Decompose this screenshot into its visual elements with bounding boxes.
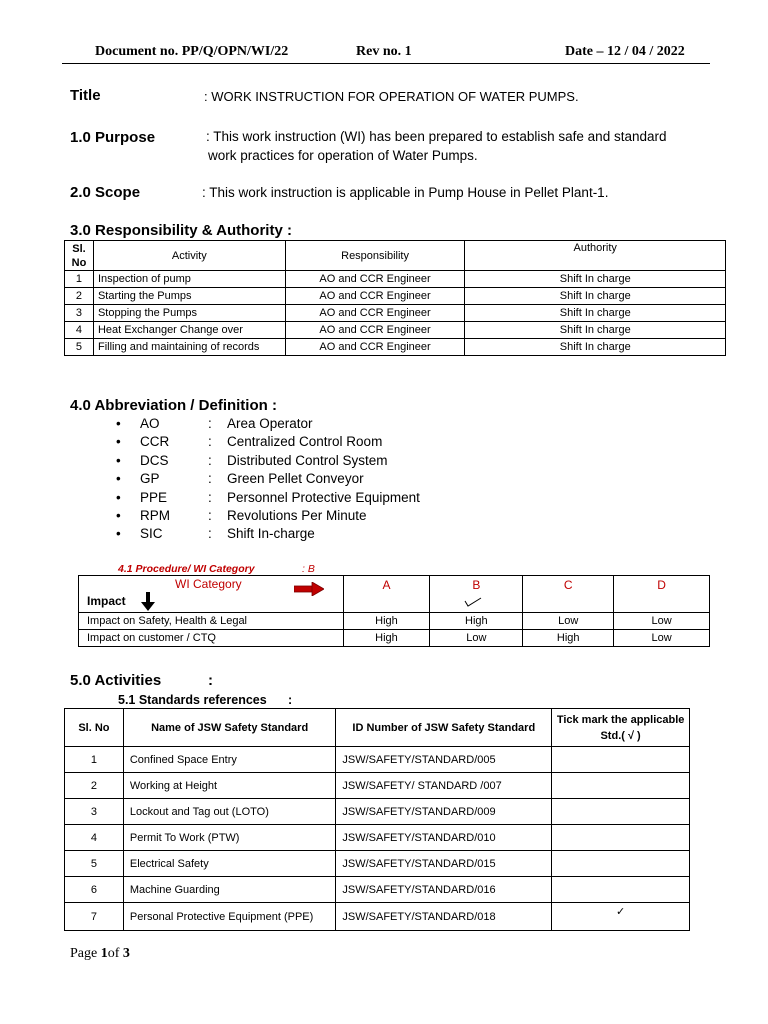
- impact-label: Impact: [87, 594, 126, 608]
- abbr-value: Shift In-charge: [227, 526, 315, 542]
- abbr-colon: :: [208, 526, 212, 542]
- row-sl: 3: [65, 799, 124, 825]
- row-sl: 2: [65, 288, 94, 305]
- list-item: [116, 508, 516, 526]
- abbr-key: AO: [140, 416, 160, 431]
- title-value: : WORK INSTRUCTION FOR OPERATION OF WATER PUMPS.: [204, 89, 579, 104]
- row-responsibility: AO and CCR Engineer: [285, 305, 465, 322]
- row-tick: [552, 773, 690, 799]
- bullet-icon: •: [116, 452, 121, 468]
- abbr-colon: :: [208, 471, 212, 487]
- impact-value: Low: [430, 630, 523, 647]
- category-d-header: D: [614, 576, 710, 613]
- row-sl: 6: [65, 877, 124, 903]
- row-activity: Starting the Pumps: [93, 288, 285, 305]
- impact-row-label: Impact on Safety, Health & Legal: [79, 613, 344, 630]
- page-of: of: [107, 946, 120, 961]
- impact-value: Low: [614, 613, 710, 630]
- impact-value: High: [343, 613, 430, 630]
- table-row: [65, 903, 690, 931]
- abbr-value: Green Pellet Conveyor: [227, 471, 364, 487]
- table-row: [65, 825, 690, 851]
- header-divider: [62, 63, 710, 64]
- table-header-row: [79, 576, 710, 613]
- list-item: [116, 471, 516, 489]
- table-row: [65, 271, 726, 288]
- row-standard-name: Confined Space Entry: [123, 747, 336, 773]
- list-item: [116, 490, 516, 508]
- document-date: Date – 12 / 04 / 2022: [565, 44, 685, 59]
- row-sl: 7: [65, 903, 124, 931]
- impact-value: High: [343, 630, 430, 647]
- scope-label: 2.0 Scope: [70, 184, 141, 201]
- table-row: [79, 630, 710, 647]
- abbr-value: Area Operator: [227, 416, 313, 431]
- abbreviation-list: [116, 416, 516, 545]
- list-item: [116, 416, 516, 434]
- row-authority: Shift In charge: [465, 305, 726, 322]
- table-row: [79, 613, 710, 630]
- bullet-icon: •: [116, 471, 121, 487]
- table-header-row: [65, 241, 726, 271]
- header-responsibility: Responsibility: [285, 241, 465, 271]
- abbr-colon: :: [208, 452, 212, 468]
- bullet-icon: •: [116, 489, 121, 505]
- row-standard-id: JSW/SAFETY/STANDARD/016: [336, 877, 552, 903]
- abbreviation-heading: 4.0 Abbreviation / Definition :: [70, 397, 277, 414]
- page-total: 3: [122, 946, 130, 961]
- header-sl-no: Sl. No: [65, 709, 124, 747]
- row-sl: 4: [65, 322, 94, 339]
- abbr-key: CCR: [140, 434, 170, 450]
- table-row: [65, 322, 726, 339]
- standards-subheading-colon: :: [288, 693, 293, 707]
- row-sl: 3: [65, 305, 94, 322]
- abbr-value: Centralized Control Room: [227, 434, 383, 450]
- abbr-key: RPM: [140, 507, 170, 523]
- procedure-value: : B: [302, 563, 315, 575]
- table-row: [65, 773, 690, 799]
- table-row: [65, 851, 690, 877]
- purpose-text-line2: work practices for operation of Water Pumps.: [208, 148, 478, 163]
- category-a-header: A: [343, 576, 430, 613]
- row-responsibility: AO and CCR Engineer: [285, 322, 465, 339]
- arrow-down-icon: [141, 592, 155, 611]
- impact-row-label: Impact on customer / CTQ: [79, 630, 344, 647]
- row-standard-id: JSW/SAFETY/STANDARD/015: [336, 851, 552, 877]
- bullet-icon: •: [116, 526, 121, 542]
- revision-number: Rev no. 1: [356, 44, 412, 59]
- row-standard-id: JSW/SAFETY/STANDARD/005: [336, 747, 552, 773]
- abbr-colon: :: [208, 507, 212, 523]
- table-row: [65, 799, 690, 825]
- abbr-colon: :: [208, 489, 212, 505]
- impact-value: High: [523, 630, 614, 647]
- row-standard-id: JSW/SAFETY/STANDARD/010: [336, 825, 552, 851]
- list-item: [116, 434, 516, 452]
- row-tick: [552, 747, 690, 773]
- row-tick: [552, 799, 690, 825]
- abbr-key: PPE: [140, 489, 168, 505]
- abbr-key: GP: [140, 471, 160, 487]
- row-activity: Inspection of pump: [93, 271, 285, 288]
- header-standard-id: ID Number of JSW Safety Standard: [336, 709, 552, 747]
- document-number: Document no. PP/Q/OPN/WI/22: [95, 44, 289, 59]
- row-responsibility: AO and CCR Engineer: [285, 339, 465, 356]
- row-sl: 1: [65, 747, 124, 773]
- row-sl: 5: [65, 339, 94, 356]
- category-b-header: [430, 576, 523, 613]
- header-authority: Authority: [465, 241, 726, 271]
- row-standard-name: Electrical Safety: [123, 851, 336, 877]
- table-row: [65, 339, 726, 356]
- row-authority: Shift In charge: [465, 322, 726, 339]
- wi-category-corner-cell: [79, 576, 344, 613]
- row-responsibility: AO and CCR Engineer: [285, 288, 465, 305]
- responsibility-table: [64, 240, 726, 356]
- standards-table: [64, 708, 690, 931]
- table-header-row: [65, 709, 690, 747]
- procedure-heading: 4.1 Procedure/ WI Category: [118, 563, 255, 575]
- row-sl: 5: [65, 851, 124, 877]
- table-row: [65, 305, 726, 322]
- row-tick: [552, 851, 690, 877]
- page-current: 1: [100, 946, 108, 961]
- table-row: [65, 747, 690, 773]
- header-standard-name: Name of JSW Safety Standard: [123, 709, 336, 747]
- abbr-value: Revolutions Per Minute: [227, 507, 367, 523]
- header-activity: Activity: [93, 241, 285, 271]
- table-row: [65, 288, 726, 305]
- abbr-value: Distributed Control System: [227, 452, 388, 468]
- table-row: [65, 877, 690, 903]
- impact-value: Low: [614, 630, 710, 647]
- abbr-key: DCS: [140, 452, 169, 468]
- impact-value: Low: [523, 613, 614, 630]
- header-sl-no: Sl. No: [65, 241, 94, 271]
- header-tick-mark: Tick mark the applicable Std.( √ ): [552, 709, 690, 747]
- row-standard-name: Working at Height: [123, 773, 336, 799]
- responsibility-heading: 3.0 Responsibility & Authority :: [70, 222, 292, 239]
- page-label: Page: [70, 946, 98, 961]
- row-tick: [552, 825, 690, 851]
- row-sl: 4: [65, 825, 124, 851]
- purpose-label: 1.0 Purpose: [70, 129, 156, 146]
- standards-subheading: 5.1 Standards references: [118, 693, 267, 707]
- abbr-value: Personnel Protective Equipment: [227, 489, 420, 505]
- title-label: Title: [70, 87, 101, 104]
- row-tick: [552, 877, 690, 903]
- bullet-icon: •: [116, 416, 121, 431]
- abbr-key: SIC: [140, 526, 163, 542]
- checkmark-icon: [464, 596, 482, 607]
- scope-text: : This work instruction is applicable in Pump House in Pellet Plant-1.: [202, 185, 609, 200]
- row-standard-name: Machine Guarding: [123, 877, 336, 903]
- arrow-right-icon: [294, 582, 324, 596]
- row-activity: Heat Exchanger Change over: [93, 322, 285, 339]
- row-standard-id: JSW/SAFETY/STANDARD/018: [336, 903, 552, 931]
- bullet-icon: •: [116, 434, 121, 450]
- row-tick: ✓: [552, 903, 690, 931]
- activities-heading: 5.0 Activities: [70, 672, 162, 689]
- bullet-icon: •: [116, 507, 121, 523]
- row-sl: 2: [65, 773, 124, 799]
- category-c-header: C: [523, 576, 614, 613]
- row-standard-name: Lockout and Tag out (LOTO): [123, 799, 336, 825]
- row-authority: Shift In charge: [465, 288, 726, 305]
- category-b-label: B: [472, 578, 481, 592]
- page-indicator: [70, 946, 130, 962]
- row-sl: 1: [65, 271, 94, 288]
- wi-category-table: [78, 575, 710, 647]
- purpose-text-line1: : This work instruction (WI) has been prepared to establish safe and standard: [206, 129, 667, 144]
- row-standard-id: JSW/SAFETY/ STANDARD /007: [336, 773, 552, 799]
- row-standard-id: JSW/SAFETY/STANDARD/009: [336, 799, 552, 825]
- row-activity: Stopping the Pumps: [93, 305, 285, 322]
- list-item: [116, 453, 516, 471]
- abbr-colon: :: [208, 434, 212, 450]
- row-responsibility: AO and CCR Engineer: [285, 271, 465, 288]
- abbr-colon: :: [208, 416, 212, 431]
- row-standard-name: Personal Protective Equipment (PPE): [123, 903, 336, 931]
- row-authority: Shift In charge: [465, 271, 726, 288]
- row-standard-name: Permit To Work (PTW): [123, 825, 336, 851]
- row-activity: Filling and maintaining of records: [93, 339, 285, 356]
- row-authority: Shift In charge: [465, 339, 726, 356]
- impact-value: High: [430, 613, 523, 630]
- activities-colon: :: [208, 672, 213, 689]
- list-item: [116, 526, 516, 544]
- wi-category-label: WI Category: [175, 577, 242, 591]
